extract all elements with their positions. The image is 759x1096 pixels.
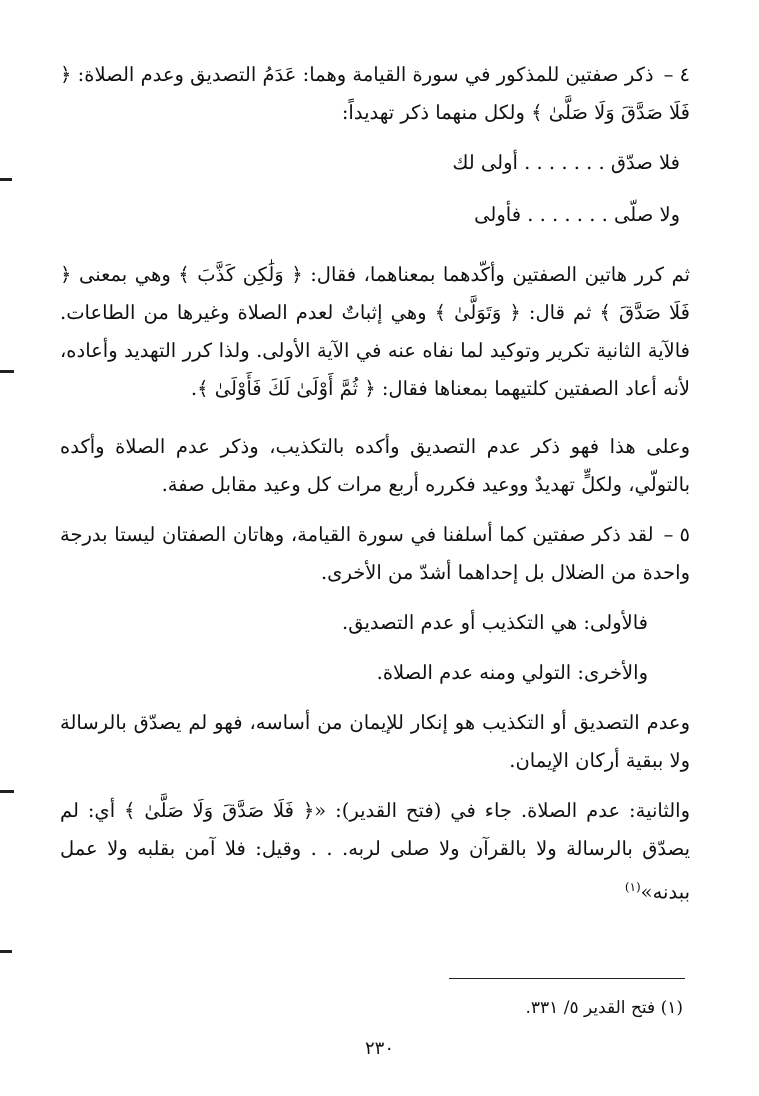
page-body <box>60 56 690 924</box>
verse-line-second: ولا صلّى . . . . . . . فأولى <box>474 203 680 226</box>
paragraph-disbelief: وعدم التصديق أو التكذيب هو إنكار للإيمان من أساسه، فهو لم يصدّق بالرسالة ولا ببقية أركان الإيمان. <box>60 711 690 772</box>
footnote: (١) فتح القدير ٥/ ٣٣١. <box>525 998 683 1018</box>
footnote-reference: (١) <box>624 880 641 894</box>
paragraph-second-attribute <box>60 792 690 912</box>
paragraph-repeat: ثم كرر هاتين الصفتين وأكّدهما بمعناهما، فقال: ﴿ وَلَٰكِن كَذَّبَ ﴾ وهي بمعنى ﴿ فَلَا صَدَّقَ ﴾ ثم قال: ﴿ وَتَوَلَّىٰ ﴾ وهي إثباتٌ لعدم الصلاة وغيرها من الطاعات. فالآية الثانية تكرير وتوكيد لما نفاه عنه في الآية الأولى. ولذا كرر التهديد وأعاده، لأنه أعاد الصفتين كلتيهما بمعناها فقال: ﴿ ثُمَّ أَوْلَىٰ لَكَ فَأَوْلَىٰ ﴾. <box>60 263 690 400</box>
scan-edge-mark <box>0 178 12 181</box>
paragraph-4-text: ذكر صفتين للمذكور في سورة القيامة وهما: عَدَمُ التصديق وعدم الصلاة: ﴿ فَلَا صَدَّقَ وَلَا صَلَّىٰ ﴾ ولكل منهما ذكر تهديداً: <box>60 63 690 124</box>
first-attribute: فالأولى: هي التكذيب أو عدم التصديق. <box>342 611 648 634</box>
item-number-4: ٤ – <box>663 63 690 86</box>
scan-edge-mark <box>0 790 14 793</box>
paragraph-second-text: والثانية: عدم الصلاة. جاء في (فتح القدير): «﴿ فَلَا صَدَّقَ وَلَا صَلَّىٰ ﴾ أي: لم يصدّق بالرسالة ولا بالقرآن ولا صلى لربه. . . وقيل: فلا آمن بقلبه ولا عمل ببدنه» <box>60 799 690 904</box>
item-number-5: ٥ – <box>663 523 690 546</box>
verse-line-first: فلا صدّق . . . . . . . أولى لك <box>452 151 680 174</box>
scan-edge-mark <box>0 950 12 953</box>
paragraph-accordingly: وعلى هذا فهو ذكر عدم التصديق وأكده بالتكذيب، وذكر عدم الصلاة وأكده بالتولّي، ولكلٍّ تهديدٌ ووعيد فكرره أربع مرات كل وعيد مقابل صفة. <box>60 435 690 496</box>
paragraph-5 <box>60 516 690 592</box>
scan-edge-mark <box>0 370 14 373</box>
page-number: ٢٣٠ <box>364 1038 394 1059</box>
paragraph-4 <box>60 56 690 132</box>
paragraph-5-text: لقد ذكر صفتين كما أسلفنا في سورة القيامة، وهاتان الصفتان ليستا بدرجة واحدة من الضلال بل إحداهما أشدّ من الأخرى. <box>60 523 690 584</box>
second-attribute: والأخرى: التولي ومنه عدم الصلاة. <box>376 661 648 684</box>
footnote-divider <box>449 978 685 979</box>
